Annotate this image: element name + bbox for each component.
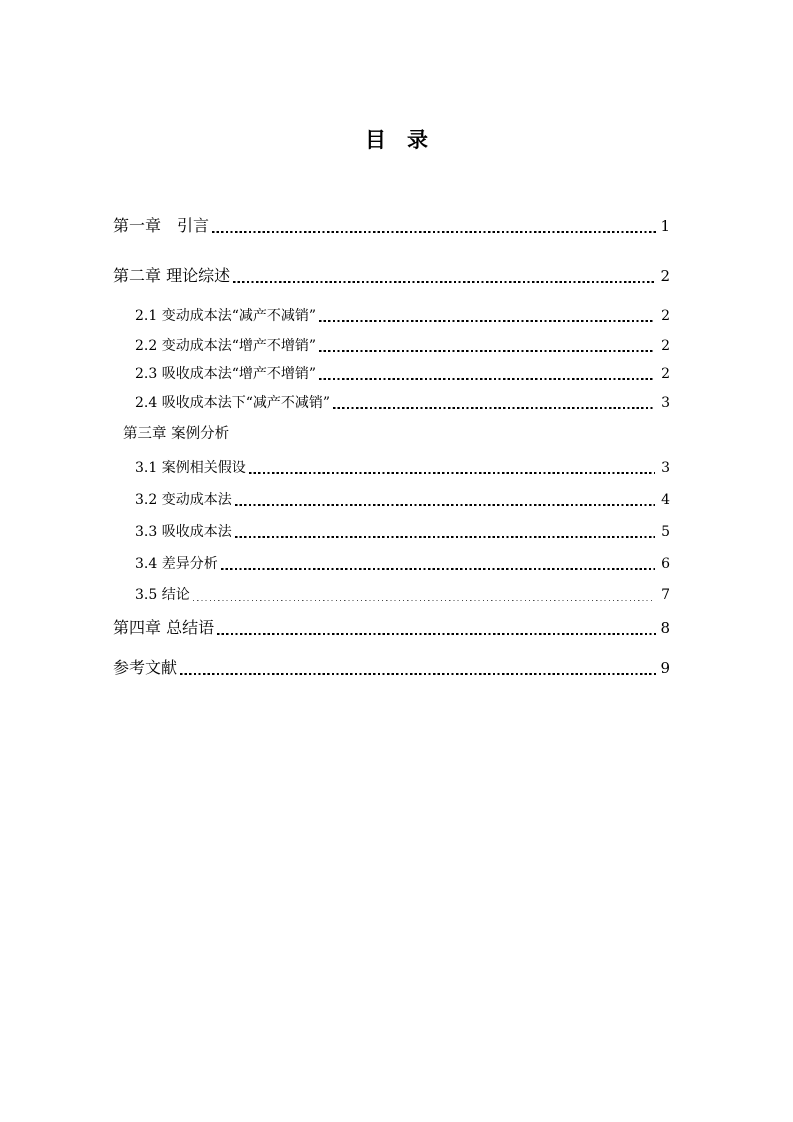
dot-leader [233,281,656,283]
page-number: 2 [660,267,670,285]
page-number: 6 [661,556,670,572]
toc-entry-text: 第四章 总结语 [113,618,215,637]
toc-entry-3-4[interactable] [135,554,670,574]
dot-leader [319,350,655,352]
page-number: 1 [660,217,670,235]
page-number: 4 [661,492,670,508]
toc-entry-3-5[interactable] [135,585,670,605]
toc-entry-2-4[interactable] [135,393,670,413]
toc-entry-text: 2.1 变动成本法“减产不减销” [135,308,317,324]
dot-leader [180,673,656,675]
toc-entry-chapter-1[interactable] [113,215,670,237]
dot-leader [235,504,655,506]
toc-entry-3-1[interactable] [135,458,670,478]
toc-entry-3-2[interactable] [135,490,670,510]
toc-entry-text: 3.3 吸收成本法 [135,524,232,540]
page-number: 3 [661,460,670,476]
dot-leader [249,472,655,474]
dot-leader [235,536,655,538]
page-number: 2 [661,366,670,382]
toc-entry-text: 第二章 理论综述 [113,266,231,285]
toc-entry-text: 2.4 吸收成本法下“减产不减销” [135,395,331,411]
toc-entry-2-2[interactable] [135,336,670,356]
page-number: 7 [661,587,670,603]
toc-entry-text: 3.2 变动成本法 [135,492,232,508]
page-number: 8 [660,619,670,637]
toc-entry-chapter-2[interactable] [113,265,670,287]
toc-entry-3-3[interactable] [135,522,670,542]
toc-entry-text: 2.3 吸收成本法“增产不增销” [135,366,317,382]
page-number: 5 [661,524,670,540]
dot-leader [319,378,655,380]
toc-entry-text: 第一章 引言 [113,216,210,235]
toc-entry-2-1[interactable] [135,306,670,326]
toc-entry-text: 3.4 差异分析 [135,556,218,572]
page-number: 2 [661,308,670,324]
dot-leader [217,633,656,635]
toc-entry-chapter-3[interactable] [123,424,670,444]
dot-leader [193,600,655,601]
toc-title: 目 录 [365,127,428,152]
toc-entry-text: 3.1 案例相关假设 [135,460,246,476]
toc-list [113,215,670,679]
page-number: 3 [661,395,670,411]
toc-entry-chapter-4[interactable] [113,617,670,639]
toc-entry-2-3[interactable] [135,364,670,384]
dot-leader [333,407,655,409]
toc-entry-text: 第三章 案例分析 [123,426,230,442]
page-number: 9 [660,659,670,677]
page-number: 2 [661,338,670,354]
toc-entry-text: 3.5 结论 [135,587,190,603]
dot-leader [212,231,656,233]
toc-entry-text: 2.2 变动成本法“增产不增销” [135,338,317,354]
dot-leader [319,320,655,322]
dot-leader [221,568,655,570]
toc-entry-references[interactable] [113,657,670,679]
toc-entry-text: 参考文献 [113,658,178,677]
